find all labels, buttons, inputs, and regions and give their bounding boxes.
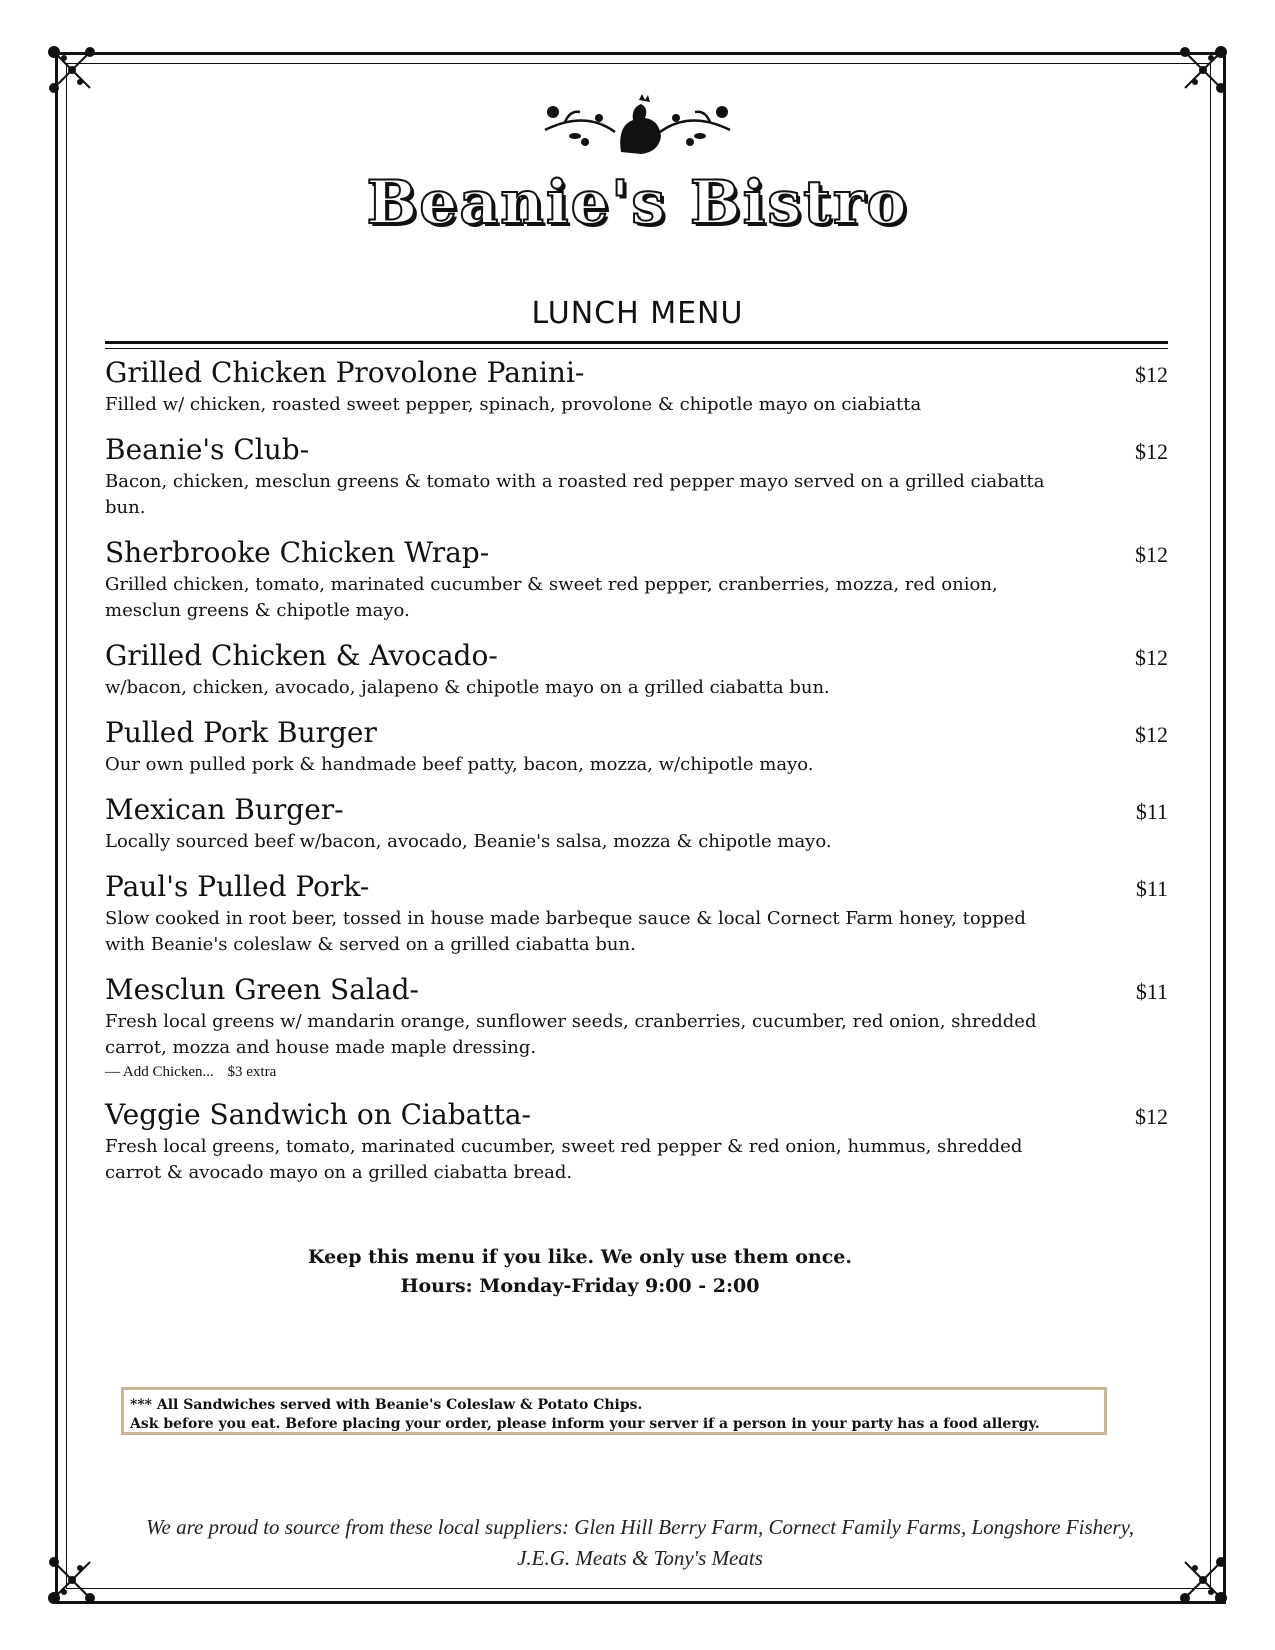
- heading-rule: [105, 341, 1168, 344]
- corner-flourish-icon: [1173, 1550, 1233, 1610]
- item-price: $11: [1135, 876, 1168, 901]
- item-name: Veggie Sandwich on Ciabatta-: [105, 1098, 532, 1131]
- allergy-notice: [121, 1387, 1107, 1435]
- item-description: Our own pulled pork & handmade beef patty, bacon, mozza, w/chipotle mayo.: [105, 754, 814, 775]
- hours-line: Hours: Monday-Friday 9:00 - 2:00: [400, 1275, 760, 1297]
- corner-flourish-icon: [42, 1550, 102, 1610]
- menu-item: [105, 534, 1168, 624]
- item-name: Pulled Pork Burger: [105, 716, 377, 749]
- item-price: $12: [1135, 722, 1168, 747]
- item-price: $12: [1135, 1104, 1168, 1129]
- item-description: Fresh local greens, tomato, marinated cucumber, sweet red pepper & red onion, hummus, shredded carrot & avocado mayo on a grilled ciabatta bread.: [105, 1136, 1023, 1183]
- menu-list: [105, 354, 1168, 1199]
- item-price: $12: [1135, 439, 1168, 464]
- note-line: Keep this menu if you like. We only use them once.: [307, 1246, 852, 1268]
- item-description: Grilled chicken, tomato, marinated cucumber & sweet red pepper, cranberries, mozza, red onion, mesclun greens & chipotle mayo.: [105, 574, 998, 621]
- menu-item: [105, 791, 1168, 855]
- item-description: Slow cooked in root beer, tossed in house made barbeque sauce & local Cornect Farm honey, topped with Beanie's coleslaw & served on a grilled ciabatta bun.: [105, 908, 1026, 955]
- item-price: $12: [1135, 362, 1168, 387]
- item-price: $11: [1135, 799, 1168, 824]
- menu-item: [105, 354, 1168, 418]
- corner-flourish-icon: [1173, 40, 1233, 100]
- allergy-warning: Ask before you eat. Before placing your order, please inform your server if a person in your party has a food allergy.: [130, 1416, 1040, 1432]
- restaurant-title: Beanie's Bistro: [366, 168, 909, 238]
- menu-item: [105, 714, 1168, 778]
- sides-note: *** All Sandwiches served with Beanie's Coleslaw & Potato Chips.: [130, 1397, 643, 1413]
- addon-label: — Add Chicken...: [105, 1064, 214, 1080]
- menu-heading: LUNCH MENU: [531, 296, 744, 331]
- item-name: Mexican Burger-: [105, 793, 344, 826]
- item-description: w/bacon, chicken, avocado, jalapeno & chipotle mayo on a grilled ciabatta bun.: [105, 677, 830, 698]
- item-name: Sherbrooke Chicken Wrap-: [105, 536, 490, 569]
- menu-item: [105, 971, 1168, 1083]
- addon-price: $3 extra: [227, 1064, 277, 1080]
- item-description: Fresh local greens w/ mandarin orange, sunflower seeds, cranberries, cucumber, red onion, shredded carrot, mozza and house made maple dressing.: [105, 1011, 1037, 1058]
- item-name: Grilled Chicken & Avocado-: [105, 639, 498, 672]
- corner-flourish-icon: [42, 40, 102, 100]
- item-name: Grilled Chicken Provolone Panini-: [105, 356, 585, 389]
- menu-item: [105, 637, 1168, 701]
- item-description: Bacon, chicken, mesclun greens & tomato with a roasted red pepper mayo served on a grilled ciabatta bun.: [105, 471, 1045, 518]
- menu-item: [105, 868, 1168, 958]
- suppliers-note: We are proud to source from these local suppliers: Glen Hill Berry Farm, Cornect Family Farms, Longshore Fishery, J.E.G. Meats & Tony's Meats: [145, 1515, 1135, 1570]
- item-description: Locally sourced beef w/bacon, avocado, Beanie's salsa, mozza & chipotle mayo.: [105, 831, 832, 852]
- item-price: $12: [1135, 542, 1168, 567]
- item-name: Paul's Pulled Pork-: [105, 870, 370, 903]
- menu-note: [0, 1243, 1160, 1301]
- rooster-crest-icon: [535, 90, 740, 162]
- item-price: $12: [1135, 645, 1168, 670]
- item-addon: [105, 1061, 1168, 1083]
- item-description: Filled w/ chicken, roasted sweet pepper, spinach, provolone & chipotle mayo on ciabiatta: [105, 394, 922, 415]
- heading-rule-thin: [105, 348, 1168, 349]
- item-name: Mesclun Green Salad-: [105, 973, 419, 1006]
- item-price: $11: [1135, 979, 1168, 1004]
- menu-item: [105, 1096, 1168, 1186]
- item-name: Beanie's Club-: [105, 433, 310, 466]
- menu-item: [105, 431, 1168, 521]
